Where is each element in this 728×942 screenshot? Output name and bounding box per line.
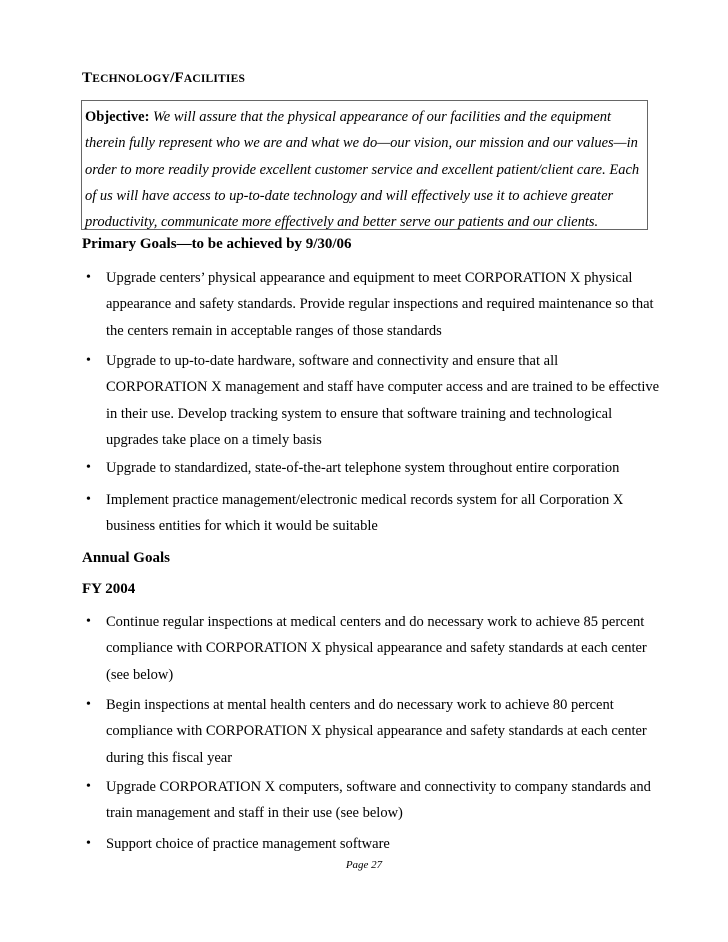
heading-rest-1: ECHNOLOGY xyxy=(92,73,171,85)
bullet-glyph: • xyxy=(86,697,91,712)
annual-goal-text: Support choice of practice management software xyxy=(106,836,390,852)
bullet-glyph: • xyxy=(86,614,91,629)
primary-goal-text: Upgrade to standardized, state-of-the-art telephone system throughout entire corporation xyxy=(106,460,620,476)
primary-goal-text: Implement practice management/electronic medical records system for all Corporation X business entities for which it would be suitable xyxy=(106,492,624,535)
page-footer: Page 27 xyxy=(345,859,383,871)
primary-goal-item xyxy=(82,455,662,481)
objective-label: Objective: xyxy=(85,109,150,125)
primary-goal-text: Upgrade to up-to-date hardware, software and connectivity and ensure that all CORPORATION X management and staff have computer access and are trained to be effective in their use. Develop tracking system to ensure that software training and technological upgrades take place on a timely basis xyxy=(106,353,660,448)
annual-goal-text: Begin inspections at mental health centers and do necessary work to achieve 80 percent compliance with CORPORATION X physical appearance and safety standards at each center during this fiscal year xyxy=(106,697,647,766)
bullet-glyph: • xyxy=(86,270,91,285)
heading-slash: / xyxy=(170,70,175,86)
fy-title: FY 2004 xyxy=(82,581,136,597)
bullet-glyph: • xyxy=(86,460,91,475)
primary-goals-title: Primary Goals—to be achieved by 9/30/06 xyxy=(82,236,352,252)
objective-box xyxy=(81,100,648,230)
bullet-glyph: • xyxy=(86,353,91,368)
annual-goal-item xyxy=(82,774,662,827)
primary-goal-text: Upgrade centers’ physical appearance and equipment to meet CORPORATION X physical appearance and safety standards. Provide regular inspections and required maintenance so that the centers remain in acceptable ranges of those standards xyxy=(106,270,654,339)
primary-goal-item xyxy=(82,348,662,453)
bullet-glyph: • xyxy=(86,836,91,851)
annual-goal-text: Upgrade CORPORATION X computers, software and connectivity to company standards and train management and staff in their use (see below) xyxy=(106,779,651,822)
primary-goal-item xyxy=(82,265,662,344)
annual-goals-title: Annual Goals xyxy=(82,550,170,566)
heading-cap-1: T xyxy=(82,70,93,86)
annual-goal-item xyxy=(82,609,662,688)
bullet-glyph: • xyxy=(86,492,91,507)
bullet-glyph: • xyxy=(86,779,91,794)
annual-goal-item xyxy=(82,831,662,857)
objective-text: We will assure that the physical appearance of our facilities and the equipment therein fully represent who we are and what we do—our vision, our mission and our values—in order to more readily provide excellent customer service and excellent patient/client care. Each of us will have access to up-to-date technology and will effectively use it to achieve greater productivity, communicate more effectively and better serve our patients and our clients. xyxy=(85,109,640,231)
annual-goal-text: Continue regular inspections at medical centers and do necessary work to achieve 85 percent compliance with CORPORATION X physical appearance and safety standards at each center (see below) xyxy=(106,614,647,683)
primary-goal-item xyxy=(82,487,662,540)
section-heading xyxy=(82,70,245,87)
heading-cap-2: F xyxy=(174,70,184,86)
annual-goal-item xyxy=(82,692,662,771)
heading-rest-2: ACILITIES xyxy=(183,73,246,85)
